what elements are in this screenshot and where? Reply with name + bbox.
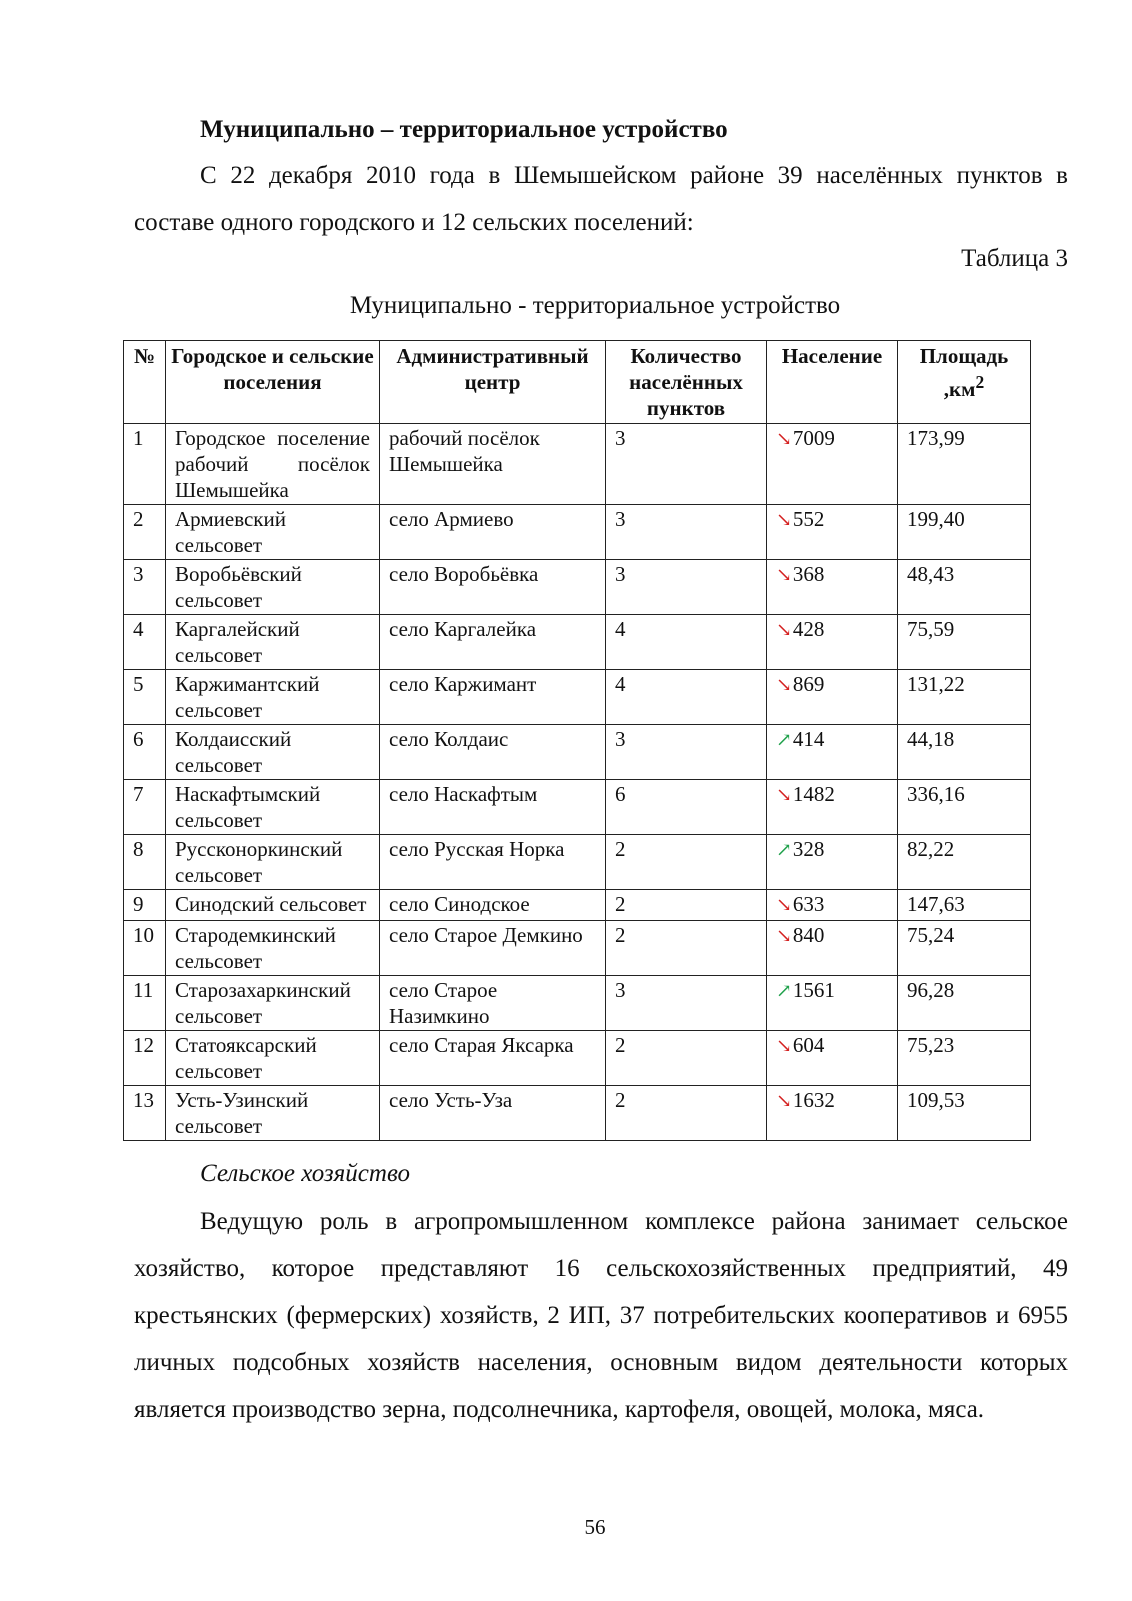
section-heading: Муниципально – территориальное устройство [200, 116, 728, 143]
cell-area: 199,40 [898, 505, 1031, 560]
table-row [124, 560, 1031, 615]
cell-num: 13 [124, 1086, 166, 1141]
trend-down-icon: ↘ [776, 785, 792, 806]
table-header-row [124, 341, 1031, 424]
population-value: 328 [792, 837, 825, 861]
table-row [124, 1086, 1031, 1141]
cell-population [767, 976, 898, 1031]
cell-population [767, 1031, 898, 1086]
cell-num: 5 [124, 670, 166, 725]
cell-count: 2 [606, 835, 767, 890]
header-center: Административный центр [380, 341, 606, 424]
cell-num: 8 [124, 835, 166, 890]
cell-count: 2 [606, 921, 767, 976]
cell-settlement: Армиевский сельсовет [166, 505, 380, 560]
cell-center: село Воробьёвка [380, 560, 606, 615]
cell-center: село Армиево [380, 505, 606, 560]
cell-population [767, 921, 898, 976]
cell-population [767, 835, 898, 890]
header-settlement: Городское и сельские поселения [166, 341, 380, 424]
cell-settlement: Стародемкинский сельсовет [166, 921, 380, 976]
population-value: 552 [792, 507, 825, 531]
cell-area: 44,18 [898, 725, 1031, 780]
cell-num: 6 [124, 725, 166, 780]
header-area-label: Площадь ,км [919, 344, 1009, 401]
trend-down-icon: ↘ [776, 429, 792, 450]
population-value: 368 [792, 562, 825, 586]
trend-up-icon: ↗ [776, 730, 792, 751]
population-value: 1482 [792, 782, 835, 806]
header-area [898, 341, 1031, 424]
cell-count: 4 [606, 670, 767, 725]
trend-down-icon: ↘ [776, 510, 792, 531]
cell-settlement: Статояксарский сельсовет [166, 1031, 380, 1086]
trend-down-icon: ↘ [776, 620, 792, 641]
table-row [124, 505, 1031, 560]
cell-num: 4 [124, 615, 166, 670]
header-area-sup: 2 [975, 372, 985, 392]
cell-center: село Синодское [380, 890, 606, 921]
header-num: № [124, 341, 166, 424]
header-count: Количество населённых пунктов [606, 341, 767, 424]
cell-count: 3 [606, 725, 767, 780]
page-number: 56 [584, 1515, 606, 1539]
trend-down-icon: ↘ [776, 926, 792, 947]
table-body [124, 424, 1031, 1141]
trend-up-icon: ↗ [776, 840, 792, 861]
population-value: 869 [792, 672, 825, 696]
population-value: 1632 [792, 1088, 835, 1112]
cell-num: 1 [124, 424, 166, 505]
cell-area: 131,22 [898, 670, 1031, 725]
agriculture-paragraph: Ведущую роль в агропромышленном комплексе района занимает сельское хозяйство, которое представляют 16 сельскохозяйственных предприятий, 49 крестьянских (фермерских) хозяйств, 2 ИП, 37 потребительских кооперативов и 6955 личных подсобных хозяйств населения, основным видом деятельности которых является производство зерна, подсолнечника, картофеля, овощей, молока, мяса. [134, 1208, 1068, 1423]
table-row [124, 725, 1031, 780]
table-row [124, 615, 1031, 670]
cell-center: рабочий посёлок Шемышейка [380, 424, 606, 505]
cell-area: 96,28 [898, 976, 1031, 1031]
population-value: 1561 [792, 978, 835, 1002]
table-label: Таблица 3 [961, 245, 1068, 272]
cell-population [767, 424, 898, 505]
population-value: 633 [792, 892, 825, 916]
table-row [124, 670, 1031, 725]
header-population: Население [767, 341, 898, 424]
table-row [124, 424, 1031, 505]
cell-count: 4 [606, 615, 767, 670]
cell-area: 75,24 [898, 921, 1031, 976]
cell-center: село Русская Норка [380, 835, 606, 890]
cell-settlement: Каргалейский сельсовет [166, 615, 380, 670]
table-row [124, 835, 1031, 890]
cell-population [767, 780, 898, 835]
cell-center: село Наскафтым [380, 780, 606, 835]
cell-area: 82,22 [898, 835, 1031, 890]
table-row [124, 890, 1031, 921]
cell-population [767, 890, 898, 921]
trend-down-icon: ↘ [776, 675, 792, 696]
table-row [124, 1031, 1031, 1086]
cell-settlement: Колдаисский сельсовет [166, 725, 380, 780]
table-row [124, 976, 1031, 1031]
cell-settlement: Каржимантский сельсовет [166, 670, 380, 725]
cell-count: 2 [606, 890, 767, 921]
trend-down-icon: ↘ [776, 1091, 792, 1112]
intro-paragraph: С 22 декабря 2010 года в Шемышейском районе 39 населённых пунктов в составе одного городского и 12 сельских поселений: [134, 162, 1068, 236]
table-row [124, 921, 1031, 976]
cell-num: 11 [124, 976, 166, 1031]
cell-area: 147,63 [898, 890, 1031, 921]
table-row [124, 780, 1031, 835]
cell-population [767, 725, 898, 780]
cell-count: 3 [606, 976, 767, 1031]
cell-area: 75,59 [898, 615, 1031, 670]
cell-population [767, 505, 898, 560]
population-value: 604 [792, 1033, 825, 1057]
cell-center: село Каржимант [380, 670, 606, 725]
cell-center: село Колдаис [380, 725, 606, 780]
cell-settlement: Синодский сельсовет [166, 890, 380, 921]
cell-population [767, 560, 898, 615]
trend-down-icon: ↘ [776, 1036, 792, 1057]
cell-num: 3 [124, 560, 166, 615]
cell-settlement: Городское поселение рабочий посёлок Шемышейка [166, 424, 380, 505]
cell-area: 75,23 [898, 1031, 1031, 1086]
trend-down-icon: ↘ [776, 565, 792, 586]
cell-count: 3 [606, 505, 767, 560]
cell-num: 10 [124, 921, 166, 976]
cell-center: село Каргалейка [380, 615, 606, 670]
cell-center: село Старое Демкино [380, 921, 606, 976]
cell-count: 3 [606, 560, 767, 615]
cell-num: 9 [124, 890, 166, 921]
cell-area: 173,99 [898, 424, 1031, 505]
population-value: 414 [792, 727, 825, 751]
cell-num: 2 [124, 505, 166, 560]
cell-count: 3 [606, 424, 767, 505]
cell-count: 2 [606, 1086, 767, 1141]
cell-count: 6 [606, 780, 767, 835]
cell-population [767, 1086, 898, 1141]
cell-settlement: Усть-Узинский сельсовет [166, 1086, 380, 1141]
cell-count: 2 [606, 1031, 767, 1086]
cell-population [767, 670, 898, 725]
cell-num: 7 [124, 780, 166, 835]
population-value: 428 [792, 617, 825, 641]
cell-area: 109,53 [898, 1086, 1031, 1141]
cell-area: 336,16 [898, 780, 1031, 835]
cell-center: село Старая Яксарка [380, 1031, 606, 1086]
agriculture-subheading: Сельское хозяйство [200, 1160, 410, 1187]
cell-settlement: Наскафтымский сельсовет [166, 780, 380, 835]
table-caption: Муниципально - территориальное устройство [349, 292, 841, 319]
municipal-table [123, 340, 1031, 1141]
trend-down-icon: ↘ [776, 895, 792, 916]
cell-area: 48,43 [898, 560, 1031, 615]
cell-settlement: Руссконоркинский сельсовет [166, 835, 380, 890]
cell-num: 12 [124, 1031, 166, 1086]
population-value: 840 [792, 923, 825, 947]
population-value: 7009 [792, 426, 835, 450]
cell-settlement: Воробьёвский сельсовет [166, 560, 380, 615]
trend-up-icon: ↗ [776, 981, 792, 1002]
cell-center: село Старое Назимкино [380, 976, 606, 1031]
cell-population [767, 615, 898, 670]
cell-center: село Усть-Уза [380, 1086, 606, 1141]
cell-settlement: Старозахаркинский сельсовет [166, 976, 380, 1031]
